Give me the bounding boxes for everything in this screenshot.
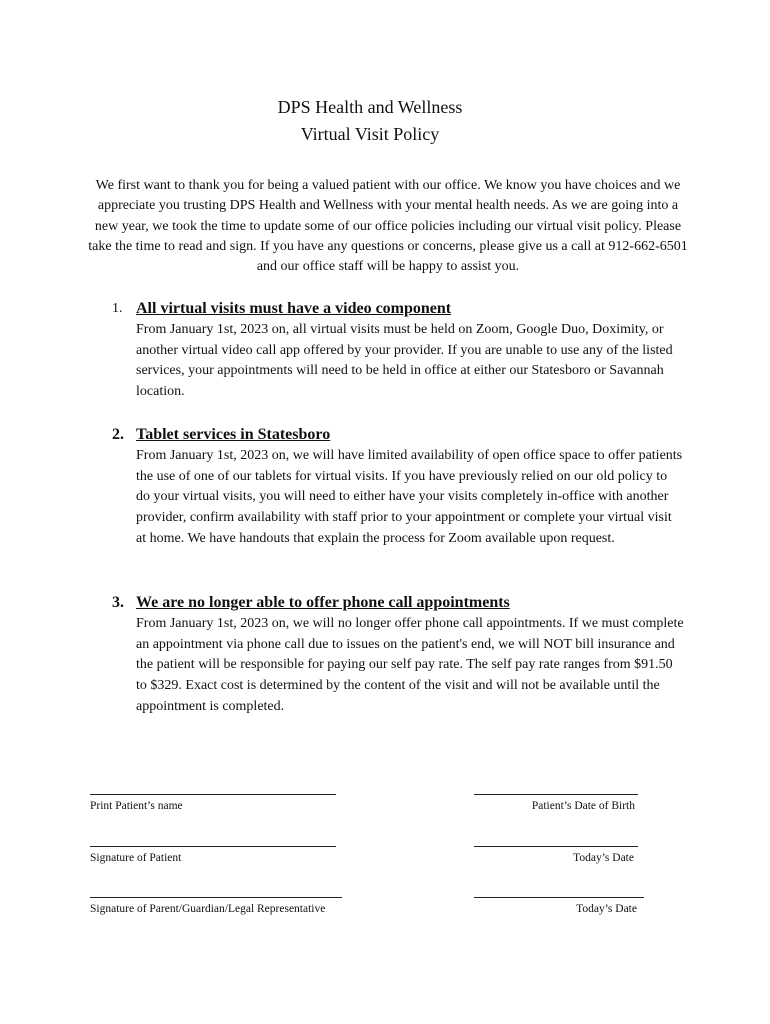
print-name-label: Print Patient’s name <box>90 800 183 812</box>
print-name-line[interactable] <box>90 794 336 795</box>
patient-signature-label: Signature of Patient <box>90 852 182 864</box>
guardian-signature-label: Signature of Parent/Guardian/Legal Representative <box>90 903 326 915</box>
title-line-1: DPS Health and Wellness <box>277 97 463 117</box>
section-body: From January 1st, 2023 on, we will have limited availability of open office space to offer patients the use of one of our tablets for virtual visits. If you have previously relied on our old policy to do your virtual visits, you will need to either have your visits completely in-office with another provider, confirm availability with staff prior to your appointment or complete your virtual visit at home. We have handouts that explain the process for Zoom available upon request. <box>136 448 683 546</box>
section-number: 3. <box>112 594 124 611</box>
guardian-signature-line[interactable] <box>90 897 342 898</box>
todays-date-label-2: Today’s Date <box>576 903 637 915</box>
date-of-birth-label: Patient’s Date of Birth <box>531 800 635 812</box>
section-heading: All virtual visits must have a video component <box>136 300 452 317</box>
todays-date-line-1[interactable] <box>474 846 638 847</box>
document-title <box>0 94 740 148</box>
section-heading: We are no longer able to offer phone call appointments <box>136 594 510 611</box>
patient-signature-line[interactable] <box>90 846 336 847</box>
intro-paragraph: We first want to thank you for being a valued patient with our office. We know you have choices and we appreciate you trusting DPS Health and Wellness with your mental health needs. As we are going into a new year, we took the time to update some of our office policies including our virtual visit policy. Please take the time to read and sign. If you have any questions or concerns, please give us a call at 912-662-6501 and our office staff will be happy to assist you. <box>88 178 688 275</box>
section-body: From January 1st, 2023 on, we will no longer offer phone call appointments. If we must complete an appointment via phone call due to issues on the patient's end, we will NOT bill insurance and the patient will be responsible for paying our self pay rate. The self pay rate ranges from $91.50 to $329. Exact cost is determined by the content of the visit and will not be available until the appointment is completed. <box>136 616 684 714</box>
section-heading: Tablet services in Statesboro <box>136 426 331 443</box>
date-of-birth-line[interactable] <box>474 794 638 795</box>
todays-date-line-2[interactable] <box>474 897 644 898</box>
title-line-2: Virtual Visit Policy <box>300 124 440 144</box>
todays-date-label-1: Today’s Date <box>573 852 634 864</box>
section-number: 1. <box>112 301 123 316</box>
section-body: From January 1st, 2023 on, all virtual visits must be held on Zoom, Google Duo, Doximity, or another virtual video call app offered by your provider. If you are unable to use any of the listed services, your appointments will need to be held in office at either our Statesboro or Savannah location. <box>136 322 673 400</box>
section-number: 2. <box>112 426 124 443</box>
